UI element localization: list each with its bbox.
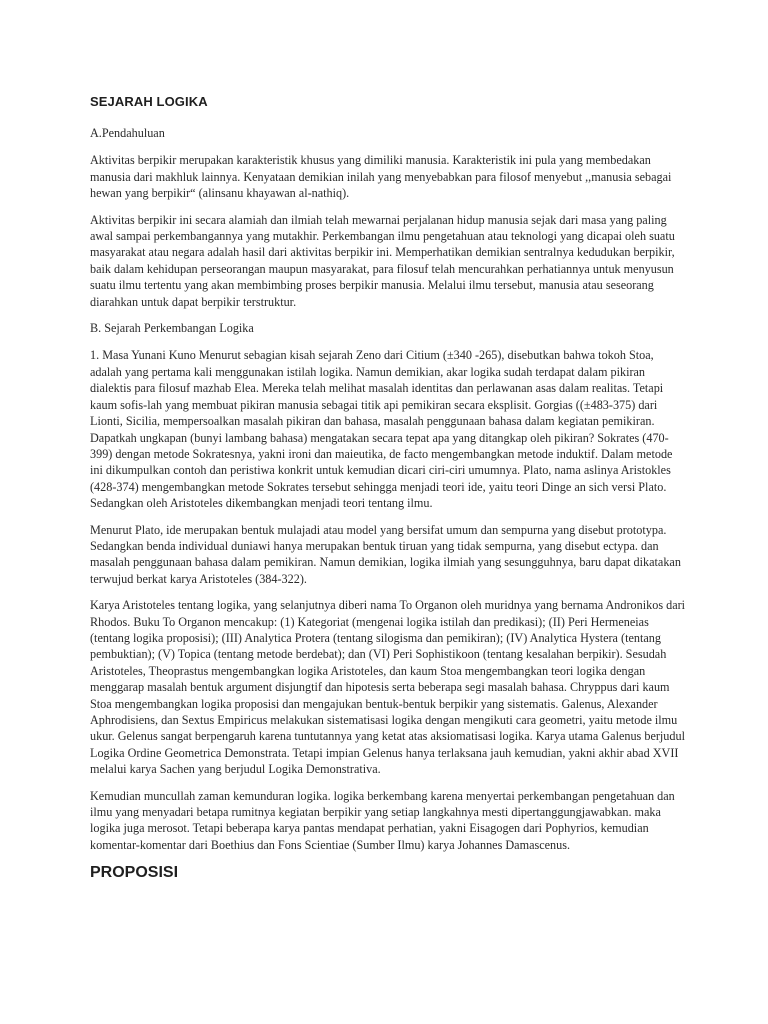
section-title-proposisi: PROPOSISI [90, 864, 179, 882]
paragraph-4: Menurut Plato, ide merupakan bentuk mulajadi atau model yang bersifat umum dan sempurna yang disebut prototypa. Sedangkan benda individual duniawi hanya merupakan bentuk tiruan yang tidak sempurna, yang disebut ectypa. dan masalah penggunaan bahasa dalam pemikiran. Namun demikian, logika ilmiah yang sesungguhnya, baru dapat dikatakan terwujud berkat karya Aristoteles (384-322). [90, 522, 681, 586]
document-title: SEJARAH LOGIKA [90, 94, 208, 109]
paragraph-2: Aktivitas berpikir ini secara alamiah dan ilmiah telah mewarnai perjalanan hidup manusia sejak dari masa yang paling awal sampai perkembangannya yang mutakhir. Perkembangan ilmu pengetahuan atau teknologi yang dicapai oleh suatu masyarakat atau negara adalah hasil dari aktivitas berpikir ini. Memperhatikan demikian sentralnya kedudukan berpikir, baik dalam kehidupan perseorangan maupun masyarakat, para filosuf telah mencurahkan perhatiannya untuk menyusun suatu ilmu tertentu yang akan membimbing proses berpikir manusia. Melalui ilmu tersebut, manusia atau seseorang diarahkan untuk dapat berpikir terstruktur. [90, 212, 675, 309]
paragraph-1: Aktivitas berpikir merupakan karakteristik khusus yang dimiliki manusia. Karakteristik ini pula yang membedakan manusia dari makhluk lainnya. Kenyataan demikian inilah yang menyebabkan para filosof menyebut ,,manusia sebagai hewan yang berpikir“ (alinsanu khayawan al-nathiq). [90, 153, 672, 201]
section-heading-sejarah: B. Sejarah Perkembangan Logika [90, 321, 254, 336]
section-heading-pendahuluan: A.Pendahuluan [90, 126, 165, 140]
paragraph-5: Karya Aristoteles tentang logika, yang selanjutnya diberi nama To Organon oleh muridnya yang bernama Andronikos dari Rhodos. Buku To Organon mencakup: (1) Kategoriat (mengenai logika istilah dan predikasi); (II) Peri Hermeneias (tentang logika proposisi); (III) Analytica Protera (tentang silogisma dan pemikiran); (IV) Analytica Hystera (tentang pembuktian); (V) Topica (tentang metode berdebat); dan (VI) Peri Sophistikoon (tentang kesalahan berpikir). Sesudah Aristoteles, Theoprastus mengembangkan logika Aristoteles, dan kaum Stoa mengembangkan teori logika dengan menggarap masalah bentuk argument disjungtif dan hipotesis serta beberapa segi masalah bahasa. Chryppus dari kaum Stoa mengembangkan logika proposisi dan mengajukan bentuk-bentuk berpikir yang sistematis. Galenus, Alexander Aphrodisiens, dan Sextus Empiricus melakukan sistematisasi logika dengan mengikuti cara geometri, yaitu metode ilmu ukur. Gelenus sangat berpengaruh karena tuntutannya yang ketat atas aksiomatisasi logika. Karya utama Galenus berjudul Logika Ordine Geometrica Demonstrata. Tetapi impian Gelenus hanya terlaksana jauh kemudian, yakni akhir abad XVII melalui karya Sachen yang berjudul Logika Demonstrativa. [90, 598, 686, 777]
paragraph-6: Kemudian muncullah zaman kemunduran logika. logika berkembang karena menyertai perkembangan pengetahuan dan ilmu yang menyadari betapa rumitnya kegiatan berpikir yang setiap langkahnya mesti dipertanggungjawabkan. maka logika juga merosot. Tetapi beberapa karya pantas mendapat perhatian, yakni Eisagogen dari Pophyrios, kemudian komentar-komentar dari Boethius dan Fons Scientiae (Sumber Ilmu) karya Johannes Damascenus. [90, 788, 675, 852]
paragraph-3: 1. Masa Yunani Kuno Menurut sebagian kisah sejarah Zeno dari Citium (±340 -265), disebutkan bahwa tokoh Stoa, adalah yang pertama kali menggunakan istilah logika. Namun demikian, akar logika sudah terdapat dalam pikiran dialektis para filosuf mazhab Elea. Mereka telah melihat masalah identitas dan perlawanan asas dalam realitas. Tetapi kaum sofis-lah yang membuat pikiran manusia sebagai titik api pemikiran secara eksplisit. Gorgias ((±483-375) dari Lionti, Sicilia, mempersoalkan masalah pikiran dan bahasa, masalah penggunaan bahasa dalam kegiatan pemikiran. Dapatkah ungkapan (bunyi lambang bahasa) mengatakan secara tepat apa yang ditangkap oleh pikiran? Sokrates (470-399) dengan metode Sokratesnya, yakni ironi dan maieutika, de facto mengembangkan metode induktif. Dalam metode ini dikumpulkan contoh dan peristiwa konkrit untuk kemudian dicari ciri-ciri umumnya. Plato, nama aslinya Aristokles (428-374) mengembangkan metode Sokrates tersebut sehingga menjadi teori ide, yaitu teori Dinge an sich versi Plato. Sedangkan oleh Aristoteles dikembangkan menjadi teori tentang ilmu. [90, 348, 673, 511]
